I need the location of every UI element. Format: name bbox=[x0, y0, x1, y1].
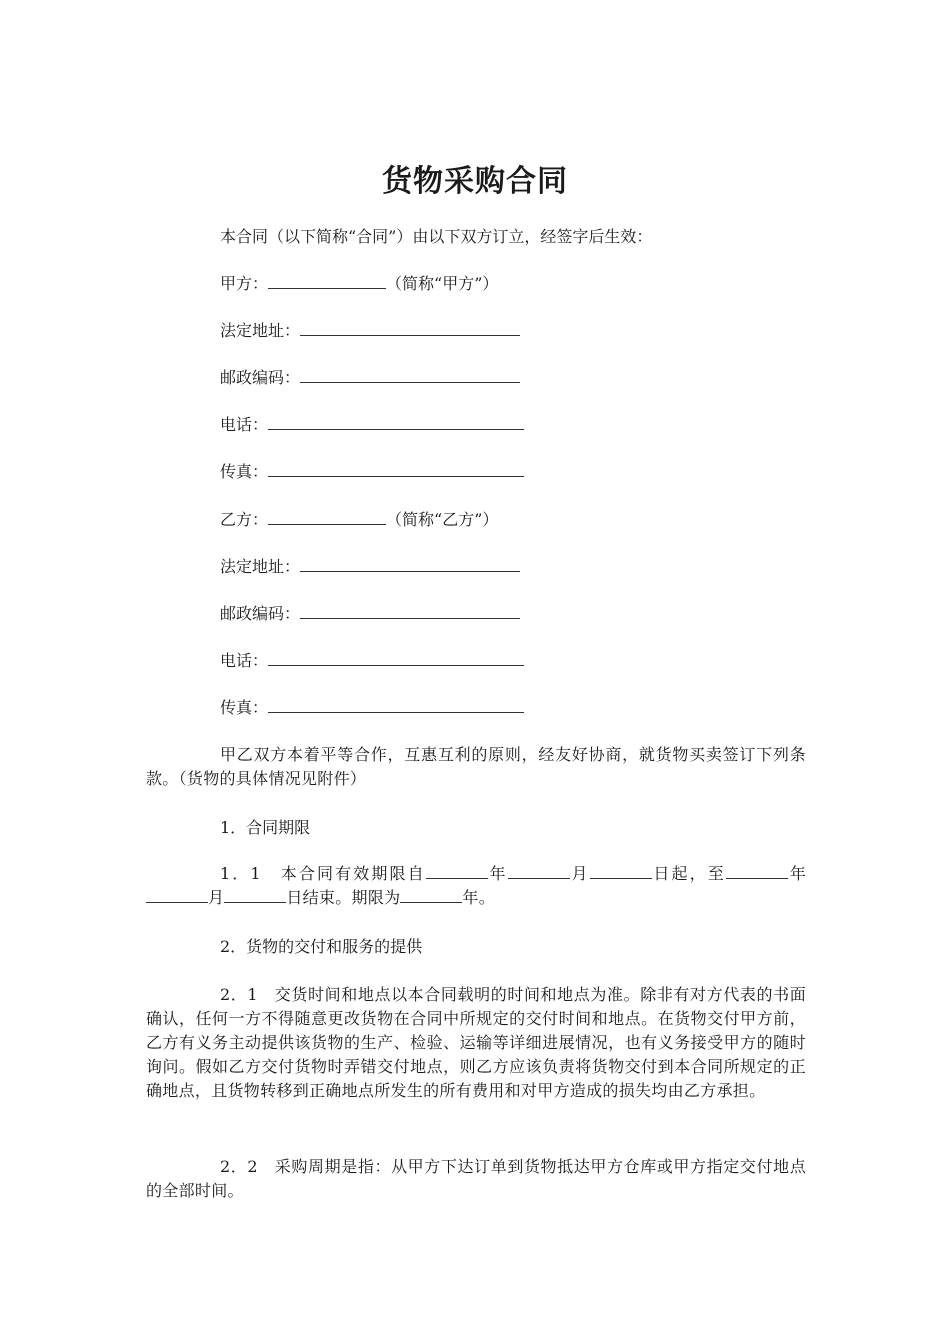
clause-2-2: 2．2 采购周期是指：从甲方下达订单到货物抵达甲方仓库或甲方指定交付地点的全部时间。 bbox=[146, 1157, 806, 1200]
clause-1-1-year: 年 bbox=[487, 864, 508, 883]
end-year-field[interactable] bbox=[726, 862, 788, 879]
party-a-fax-field[interactable] bbox=[268, 460, 524, 477]
end-day-field[interactable] bbox=[224, 886, 286, 903]
party-a-phone-line bbox=[220, 413, 524, 436]
party-a-line bbox=[220, 272, 498, 295]
party-b-postcode-line bbox=[220, 602, 520, 625]
party-a-suffix: （简称“甲方”） bbox=[386, 274, 499, 293]
clause-1-1-lead: 1．1 本合同有效期限自 bbox=[220, 864, 426, 883]
start-month-field[interactable] bbox=[508, 862, 570, 879]
party-a-phone-field[interactable] bbox=[268, 413, 524, 430]
party-b-label: 乙方： bbox=[220, 510, 269, 529]
clause-1-1-day-start: 日起，至 bbox=[651, 864, 726, 883]
party-b-line bbox=[220, 508, 498, 531]
end-month-field[interactable] bbox=[146, 886, 208, 903]
clause-1-1 bbox=[146, 862, 806, 910]
term-years-field[interactable] bbox=[400, 886, 462, 903]
party-b-suffix: （简称“乙方”） bbox=[386, 510, 499, 529]
clause-1-1-end: 年。 bbox=[462, 888, 496, 907]
clause-1-1-year-2: 年 bbox=[787, 864, 806, 883]
clause-2-1: 2．1 交货时间和地点以本合同载明的时间和地点为准。除非有对方代表的书面确认，任何一方不得随意更改货物在合同中所规定的交付时间和地点。在货物交付甲方前，乙方有义务主动提供该货物的生产、检验、运输等详细进展情况，也有义务接受甲方的随时询问。假如乙方交付货物时弄错交付地点，则乙方应该负责将货物交付到本合同所规定的正确地点，且货物转移到正确地点所发生的所有费用和对甲方造成的损失均由乙方承担。 bbox=[146, 985, 806, 1100]
party-b-postcode-label: 邮政编码： bbox=[220, 604, 301, 623]
party-b-fax-label: 传真： bbox=[220, 698, 269, 717]
clause-1-1-day-end: 日结束。期限为 bbox=[286, 888, 401, 907]
party-b-phone-line bbox=[220, 649, 524, 672]
document-title: 货物采购合同 bbox=[382, 164, 568, 199]
preamble-paragraph: 甲乙双方本着平等合作，互惠互利的原则，经友好协商，就货物买卖签订下列条款。（货物的具体情况见附件） bbox=[146, 745, 806, 788]
intro-line: 本合同（以下简称“合同”）由以下双方订立，经签字后生效： bbox=[220, 227, 653, 246]
party-b-name-field[interactable] bbox=[268, 508, 386, 525]
clause-1-1-month-2: 月 bbox=[208, 888, 225, 907]
party-b-fax-line bbox=[220, 696, 524, 719]
section-1-heading: 1．合同期限 bbox=[220, 818, 311, 837]
party-a-address-field[interactable] bbox=[300, 319, 520, 336]
party-a-label: 甲方： bbox=[220, 274, 269, 293]
party-b-address-line bbox=[220, 555, 520, 578]
party-a-address-line bbox=[220, 319, 520, 342]
party-a-postcode-label: 邮政编码： bbox=[220, 368, 301, 387]
party-a-phone-label: 电话： bbox=[220, 415, 269, 434]
party-b-phone-label: 电话： bbox=[220, 651, 269, 670]
party-b-address-label: 法定地址： bbox=[220, 557, 301, 576]
party-b-fax-field[interactable] bbox=[268, 696, 524, 713]
party-b-postcode-field[interactable] bbox=[300, 602, 520, 619]
party-a-postcode-line bbox=[220, 366, 520, 389]
party-a-fax-label: 传真： bbox=[220, 462, 269, 481]
party-a-address-label: 法定地址： bbox=[220, 321, 301, 340]
clause-1-1-month: 月 bbox=[569, 864, 590, 883]
section-2-heading: 2．货物的交付和服务的提供 bbox=[220, 937, 423, 956]
party-a-name-field[interactable] bbox=[268, 272, 386, 289]
party-a-fax-line bbox=[220, 460, 524, 483]
party-b-phone-field[interactable] bbox=[268, 649, 524, 666]
start-day-field[interactable] bbox=[590, 862, 652, 879]
start-year-field[interactable] bbox=[426, 862, 488, 879]
party-b-address-field[interactable] bbox=[300, 555, 520, 572]
party-a-postcode-field[interactable] bbox=[300, 366, 520, 383]
